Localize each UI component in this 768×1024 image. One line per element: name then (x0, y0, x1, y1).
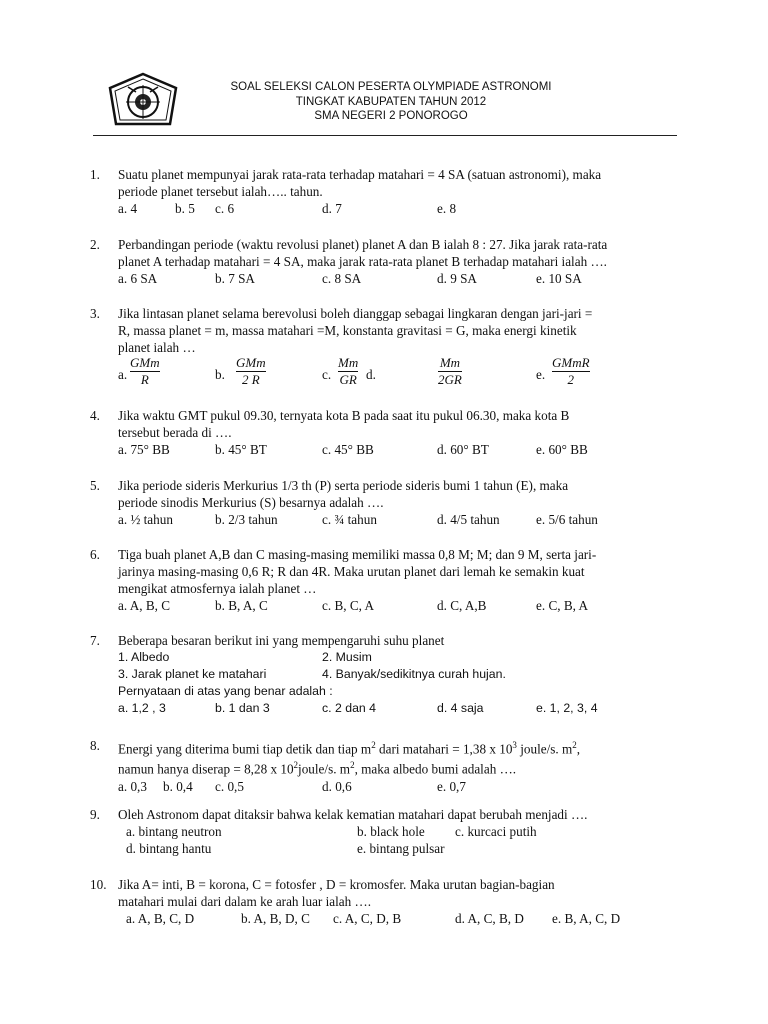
option-d-letter: d. (366, 367, 376, 382)
option-b: b. black hole (357, 824, 425, 839)
superscript: 2 (293, 760, 299, 771)
option-c: c. 45° BB (322, 442, 374, 457)
answer-options (118, 200, 690, 217)
answer-options (118, 270, 690, 287)
header-title: SOAL SELEKSI CALON PESERTA OLYMPIADE ASTRONOMI (230, 81, 552, 93)
stem-text: , (576, 741, 581, 757)
stem-text: namun hanya diserap = 8,28 x 10 (118, 761, 294, 777)
option-c: c. ¾ tahun (322, 512, 377, 527)
question-2 (90, 236, 690, 287)
option-d: d. 7 (322, 201, 342, 216)
option-a: a. 4 (118, 201, 138, 216)
option-e: e. B, A, C, D (552, 911, 621, 926)
option-c-fraction (338, 356, 358, 387)
answer-options (118, 441, 690, 458)
option-d: d. 0,6 (322, 778, 352, 794)
option-a: a. A, B, C (118, 598, 171, 613)
question-number: 3. (90, 306, 100, 321)
question-stem: jarinya masing-masing 0,6 R; R dan 4R. Maka urutan planet dari lemah ke semakin kuat (118, 564, 585, 579)
question-stem: Perbandingan periode (waktu revolusi planet) planet A dan B ialah 8 : 27. Jika jarak rata-rata (118, 237, 608, 252)
fraction-numerator: GMm (236, 355, 266, 370)
answer-options (126, 840, 690, 857)
option-c: c. 0,5 (215, 778, 244, 794)
list-item: 3. Jarak planet ke matahari (118, 667, 267, 681)
option-b: b. 1 dan 3 (215, 701, 270, 715)
option-e: e. 10 SA (536, 271, 582, 286)
option-a: a. bintang neutron (126, 824, 222, 839)
question-number: 6. (90, 547, 100, 562)
superscript: 2 (350, 760, 355, 771)
option-c: c. 2 dan 4 (322, 701, 377, 715)
document-header (196, 80, 586, 124)
option-b: b. 5 (175, 201, 195, 216)
option-b: b. 45° BT (215, 442, 267, 457)
option-b: b. 7 SA (215, 271, 255, 286)
stem-text: joule/s. m (516, 741, 573, 757)
question-6 (90, 546, 690, 614)
fraction-numerator: GMm (130, 355, 160, 370)
question-stem: Beberapa besaran berikut ini yang mempengaruhi suhu planet (118, 633, 445, 648)
header-subtitle: TINGKAT KABUPATEN TAHUN 2012 (295, 95, 487, 108)
question-stem: tersebut berada di …. (118, 425, 232, 440)
question-10 (90, 876, 690, 927)
option-b: b. 0,4 (163, 778, 193, 794)
question-stem: Suatu planet mempunyai jarak rata-rata terhadap matahari = 4 SA (satuan astronomi), maka (118, 167, 602, 182)
stem-text: , maka albedo bumi adalah …. (354, 761, 517, 777)
option-c-letter: c. (322, 367, 332, 382)
option-e: e. 0,7 (437, 778, 466, 794)
question-stem (118, 683, 690, 700)
stem-text: dari matahari = 1,38 x 10 (375, 741, 513, 757)
answer-options (126, 823, 690, 840)
answer-options (118, 511, 690, 528)
question-number: 1. (90, 167, 100, 182)
question-5 (90, 477, 690, 528)
option-a: a. 6 SA (118, 271, 158, 286)
option-d: d. 60° BT (437, 442, 489, 457)
option-c: c. kurcaci putih (455, 824, 537, 839)
answer-options (118, 597, 690, 614)
answer-options (126, 910, 690, 927)
option-b: b. A, B, D, C (241, 911, 310, 926)
option-d: d. 4 saja (437, 701, 484, 715)
option-e: e. 1, 2, 3, 4 (536, 701, 598, 715)
option-a-letter: a. (118, 367, 128, 382)
option-c: c. 8 SA (322, 271, 362, 286)
option-e: e. 60° BB (536, 442, 588, 457)
option-a: a. A, B, C, D (126, 911, 195, 926)
answer-options (118, 778, 690, 795)
question-8 (90, 737, 690, 795)
question-number: 5. (90, 478, 100, 493)
superscript: 2 (371, 740, 376, 750)
question-stem: mengikat atmosfernya ialah planet … (118, 581, 317, 596)
answer-options (118, 356, 690, 394)
question-stem: planet ialah … (118, 340, 196, 355)
option-d: d. bintang hantu (126, 841, 212, 856)
question-stem: Oleh Astronom dapat ditaksir bahwa kelak kematian matahari dapat berubah menjadi …. (118, 807, 588, 822)
header-school: SMA NEGERI 2 PONOROGO (314, 110, 468, 122)
question-stem: Jika waktu GMT pukul 09.30, ternyata kota B pada saat itu pukul 06.30, maka kota B (118, 408, 570, 423)
option-c: c. B, C, A (322, 598, 375, 613)
question-stem: periode planet tersebut ialah….. tahun. (118, 184, 323, 199)
fraction-denominator: 2GR (438, 372, 462, 387)
fraction-numerator: GMmR (552, 355, 590, 370)
question-number: 9. (90, 807, 100, 822)
question-1 (90, 166, 690, 217)
question-stem: periode sinodis Merkurius (S) besarnya adalah …. (118, 495, 384, 510)
superscript: 2 (572, 740, 577, 750)
option-d: d. A, C, B, D (455, 911, 524, 926)
option-e: e. C, B, A (536, 598, 589, 613)
question-4 (90, 407, 690, 458)
fraction-denominator: 2 R (241, 372, 260, 387)
question-stem (118, 757, 690, 777)
question-number: 4. (90, 408, 100, 423)
header-divider (93, 135, 677, 136)
option-b-fraction (236, 356, 266, 387)
question-stem (118, 737, 690, 757)
fraction-denominator: 2 (567, 372, 575, 387)
option-c: c. A, C, D, B (333, 911, 402, 926)
question-stem: Tiga buah planet A,B dan C masing-masing memiliki massa 0,8 M; M; dan 9 M, serta jari- (118, 547, 597, 562)
option-a: a. 75° BB (118, 442, 170, 457)
question-number: 2. (90, 237, 100, 252)
fraction-denominator: GR (339, 372, 357, 387)
list-item: 4. Banyak/sedikitnya curah hujan. (322, 667, 506, 681)
stem-text: Energi yang diterima bumi tiap detik dan tiap m (118, 741, 372, 757)
option-d: d. C, A,B (437, 598, 487, 613)
question-stem: Jika lintasan planet selama berevolusi boleh dianggap sebagai lingkaran dengan jari-jari = (118, 306, 593, 321)
option-e: e. bintang pulsar (357, 841, 445, 856)
option-a: a. 0,3 (118, 778, 147, 794)
factor-list (118, 666, 690, 683)
factor-list (118, 649, 690, 666)
option-c: c. 6 (215, 201, 235, 216)
option-e-letter: e. (536, 367, 546, 382)
option-b: b. B, A, C (215, 598, 268, 613)
list-item: 1. Albedo (118, 650, 170, 664)
question-number: 8. (90, 738, 100, 753)
option-d: d. 9 SA (437, 271, 477, 286)
option-e: e. 8 (437, 201, 457, 216)
fraction-numerator: Mm (338, 355, 359, 370)
superscript: 3 (512, 740, 517, 750)
option-a: a. ½ tahun (118, 512, 173, 527)
fraction-denominator: R (140, 372, 149, 387)
question-number: 10. (90, 877, 107, 892)
option-e: e. 5/6 tahun (536, 512, 598, 527)
question-stem: Jika A= inti, B = korona, C = fotosfer , D = kromosfer. Maka urutan bagian-bagian (118, 877, 555, 892)
answer-options (118, 700, 690, 717)
question-3 (90, 305, 690, 394)
question-statement: Pernyataan di atas yang benar adalah : (118, 684, 333, 698)
option-a: a. 1,2 , 3 (118, 701, 166, 715)
school-logo (106, 72, 180, 132)
question-stem: R, massa planet = m, massa matahari =M, konstanta gravitasi = G, maka energi kinetik (118, 323, 577, 338)
question-stem: planet A terhadap matahari = 4 SA, maka jarak rata-rata planet B terhadap matahari ialah …. (118, 254, 607, 269)
option-d-fraction (438, 356, 462, 387)
question-stem: Jika periode sideris Merkurius 1/3 th (P) serta periode sideris bumi 1 tahun (E), maka (118, 478, 569, 493)
option-b-letter: b. (215, 367, 225, 382)
fraction-numerator: Mm (439, 355, 461, 370)
list-item: 2. Musim (322, 650, 372, 664)
question-9 (90, 806, 690, 857)
question-7 (90, 632, 690, 717)
option-d: d. 4/5 tahun (437, 512, 500, 527)
question-stem: matahari mulai dari dalam ke arah luar ialah …. (118, 894, 372, 909)
option-b: b. 2/3 tahun (215, 512, 278, 527)
stem-text: joule/s. m (298, 761, 351, 777)
question-number: 7. (90, 633, 100, 648)
option-a-fraction (130, 356, 160, 387)
option-e-fraction (552, 356, 590, 387)
